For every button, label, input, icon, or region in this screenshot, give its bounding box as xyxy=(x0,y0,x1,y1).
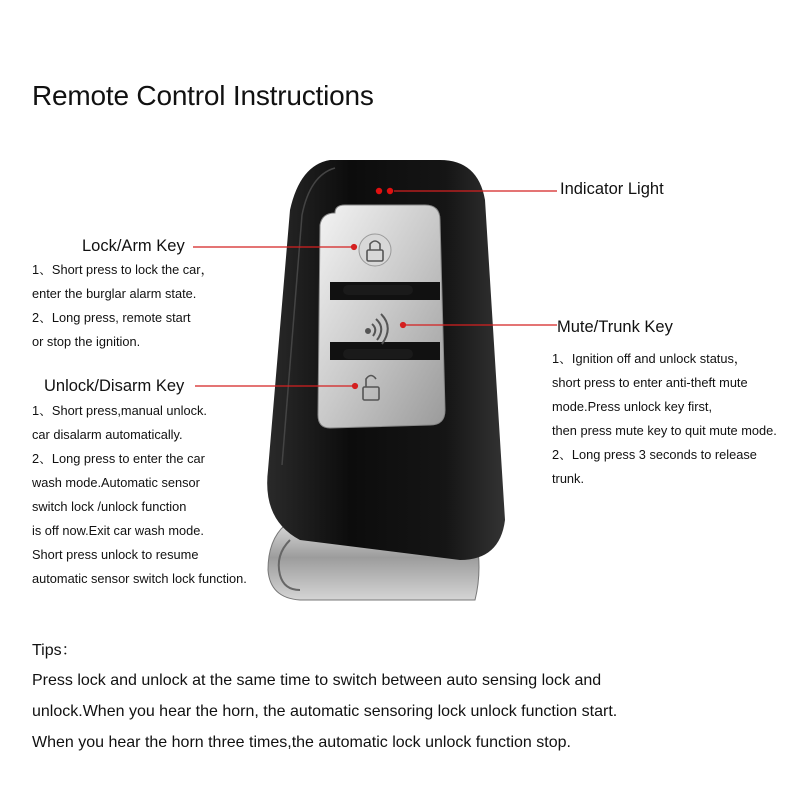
unlock-key-line: automatic sensor switch lock function. xyxy=(32,571,247,586)
mute-key-line: trunk. xyxy=(552,471,585,486)
separator-bar xyxy=(343,285,413,295)
unlock-key-line: wash mode.Automatic sensor xyxy=(32,475,200,490)
unlock-key-line: 1、Short press,manual unlock. xyxy=(32,403,207,418)
tips-line: unlock.When you hear the horn, the automatic sensoring lock unlock function start. xyxy=(32,703,618,720)
unlock-key-description xyxy=(32,399,247,591)
lock-key-description xyxy=(32,258,213,354)
lock-key-label: Lock/Arm Key xyxy=(82,237,185,255)
tips-line: Press lock and unlock at the same time to switch between auto sensing lock and xyxy=(32,672,602,689)
tips-heading: Tips： xyxy=(32,642,78,659)
mute-key-label: Mute/Trunk Key xyxy=(557,318,673,336)
unlock-key-line: car disalarm automatically. xyxy=(32,427,183,442)
lock-key-line: enter the burglar alarm state. xyxy=(32,286,197,301)
mute-key-line: mode.Press unlock key first, xyxy=(552,399,713,414)
indicator-light-label: Indicator Light xyxy=(560,180,664,198)
mute-key-line: short press to enter anti-theft mute xyxy=(552,375,748,390)
lock-closed-icon xyxy=(359,234,391,266)
tips-line: When you hear the horn three times,the automatic lock unlock function stop. xyxy=(32,734,571,751)
mute-key-line: 1、Ignition off and unlock status， xyxy=(552,351,747,366)
mute-key-line: then press mute key to quit mute mode. xyxy=(552,423,777,438)
lock-key-line: 1、Short press to lock the car， xyxy=(32,262,214,277)
unlock-key-line: Short press unlock to resume xyxy=(32,547,199,562)
lock-key-line: or stop the ignition. xyxy=(32,334,141,349)
page-title: Remote Control Instructions xyxy=(32,80,374,111)
mute-key-description xyxy=(552,347,777,491)
unlock-key-line: switch lock /unlock function xyxy=(32,499,187,514)
unlock-key-line: is off now.Exit car wash mode. xyxy=(32,523,204,538)
indicator-light xyxy=(376,188,382,194)
lock-key-line: 2、Long press, remote start xyxy=(32,310,191,325)
tips-body xyxy=(32,665,617,758)
unlock-key-label: Unlock/Disarm Key xyxy=(44,377,185,395)
unlock-key-line: 2、Long press to enter the car xyxy=(32,451,205,466)
mute-key-line: 2、Long press 3 seconds to release xyxy=(552,447,757,462)
